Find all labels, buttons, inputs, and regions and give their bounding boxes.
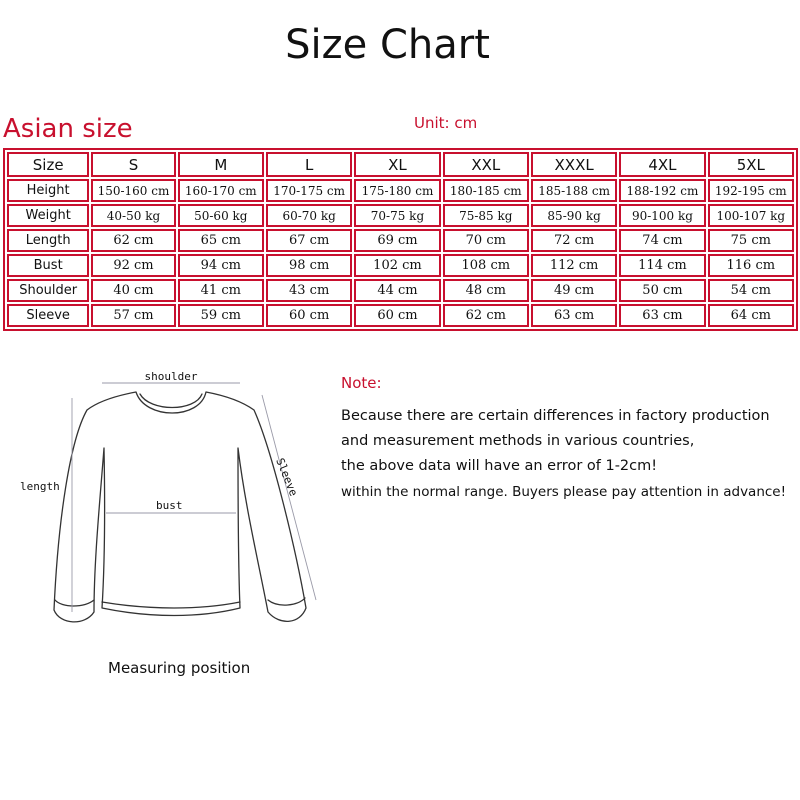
shoulder-label: shoulder	[144, 370, 198, 383]
table-cell: 170-175 cm	[266, 179, 352, 202]
header-cell: M	[178, 152, 264, 177]
unit-label: Unit: cm	[414, 114, 478, 132]
table-cell: 150-160 cm	[91, 179, 175, 202]
table-cell: 92 cm	[91, 254, 175, 277]
shirt-cuff-left	[55, 600, 94, 606]
table-cell: 60-70 kg	[266, 204, 352, 227]
table-cell: 100-107 kg	[708, 204, 794, 227]
header-cell: Size	[7, 152, 89, 177]
table-cell: 116 cm	[708, 254, 794, 277]
table-cell: 192-195 cm	[708, 179, 794, 202]
table-cell: 72 cm	[531, 229, 617, 252]
table-cell: 40 cm	[91, 279, 175, 302]
table-row	[7, 279, 794, 302]
note-label: Note:	[341, 374, 382, 392]
table-cell: 188-192 cm	[619, 179, 705, 202]
header-cell: 5XL	[708, 152, 794, 177]
table-row	[7, 179, 794, 202]
table-cell: 108 cm	[443, 254, 529, 277]
bust-label: bust	[156, 499, 183, 512]
table-cell: 75-85 kg	[443, 204, 529, 227]
row-label: Bust	[7, 254, 89, 277]
row-label: Weight	[7, 204, 89, 227]
table-cell: 63 cm	[531, 304, 617, 327]
note-line: the above data will have an error of 1-2cm!	[341, 458, 658, 474]
shirt-collar	[140, 394, 202, 408]
shirt-cuff-right	[268, 598, 305, 605]
row-label: Length	[7, 229, 89, 252]
table-cell: 60 cm	[354, 304, 440, 327]
table-cell: 70 cm	[443, 229, 529, 252]
table-cell: 69 cm	[354, 229, 440, 252]
table-cell: 112 cm	[531, 254, 617, 277]
note-line: within the normal range. Buyers please pay attention in advance!	[341, 484, 787, 500]
table-cell: 98 cm	[266, 254, 352, 277]
table-cell: 48 cm	[443, 279, 529, 302]
table-cell: 49 cm	[531, 279, 617, 302]
table-cell: 57 cm	[91, 304, 175, 327]
header-cell: 4XL	[619, 152, 705, 177]
header-cell: S	[91, 152, 175, 177]
size-table	[3, 148, 798, 331]
table-cell: 185-188 cm	[531, 179, 617, 202]
table-cell: 70-75 kg	[354, 204, 440, 227]
table-cell: 50-60 kg	[178, 204, 264, 227]
length-label: length	[20, 480, 60, 493]
table-cell: 114 cm	[619, 254, 705, 277]
table-cell: 160-170 cm	[178, 179, 264, 202]
table-cell: 67 cm	[266, 229, 352, 252]
table-cell: 64 cm	[708, 304, 794, 327]
sleeve-label: Sleeve	[273, 456, 301, 498]
table-row	[7, 254, 794, 277]
table-cell: 74 cm	[619, 229, 705, 252]
table-cell: 54 cm	[708, 279, 794, 302]
table-cell: 65 cm	[178, 229, 264, 252]
page-title: Size Chart	[285, 22, 490, 68]
table-cell: 102 cm	[354, 254, 440, 277]
table-cell: 50 cm	[619, 279, 705, 302]
row-label: Height	[7, 179, 89, 202]
note-line: and measurement methods in various countries,	[341, 433, 695, 449]
table-cell: 44 cm	[354, 279, 440, 302]
row-label: Sleeve	[7, 304, 89, 327]
table-cell: 75 cm	[708, 229, 794, 252]
table-cell: 60 cm	[266, 304, 352, 327]
table-row	[7, 204, 794, 227]
header-cell: L	[266, 152, 352, 177]
table-cell: 41 cm	[178, 279, 264, 302]
row-label: Shoulder	[7, 279, 89, 302]
table-row	[7, 229, 794, 252]
table-cell: 94 cm	[178, 254, 264, 277]
table-cell: 175-180 cm	[354, 179, 440, 202]
note-line: Because there are certain differences in factory production	[341, 408, 770, 424]
shirt-diagram	[0, 350, 330, 650]
diagram-caption: Measuring position	[108, 659, 251, 677]
table-cell: 62 cm	[443, 304, 529, 327]
table-cell: 85-90 kg	[531, 204, 617, 227]
header-cell: XL	[354, 152, 440, 177]
table-row	[7, 304, 794, 327]
region-label: Asian size	[3, 114, 133, 144]
size-header-row	[7, 152, 794, 177]
header-cell: XXL	[443, 152, 529, 177]
table-cell: 90-100 kg	[619, 204, 705, 227]
header-cell: XXXL	[531, 152, 617, 177]
table-cell: 180-185 cm	[443, 179, 529, 202]
table-cell: 43 cm	[266, 279, 352, 302]
table-cell: 40-50 kg	[91, 204, 175, 227]
table-cell: 62 cm	[91, 229, 175, 252]
shirt-hem	[102, 602, 240, 608]
table-cell: 59 cm	[178, 304, 264, 327]
table-cell: 63 cm	[619, 304, 705, 327]
